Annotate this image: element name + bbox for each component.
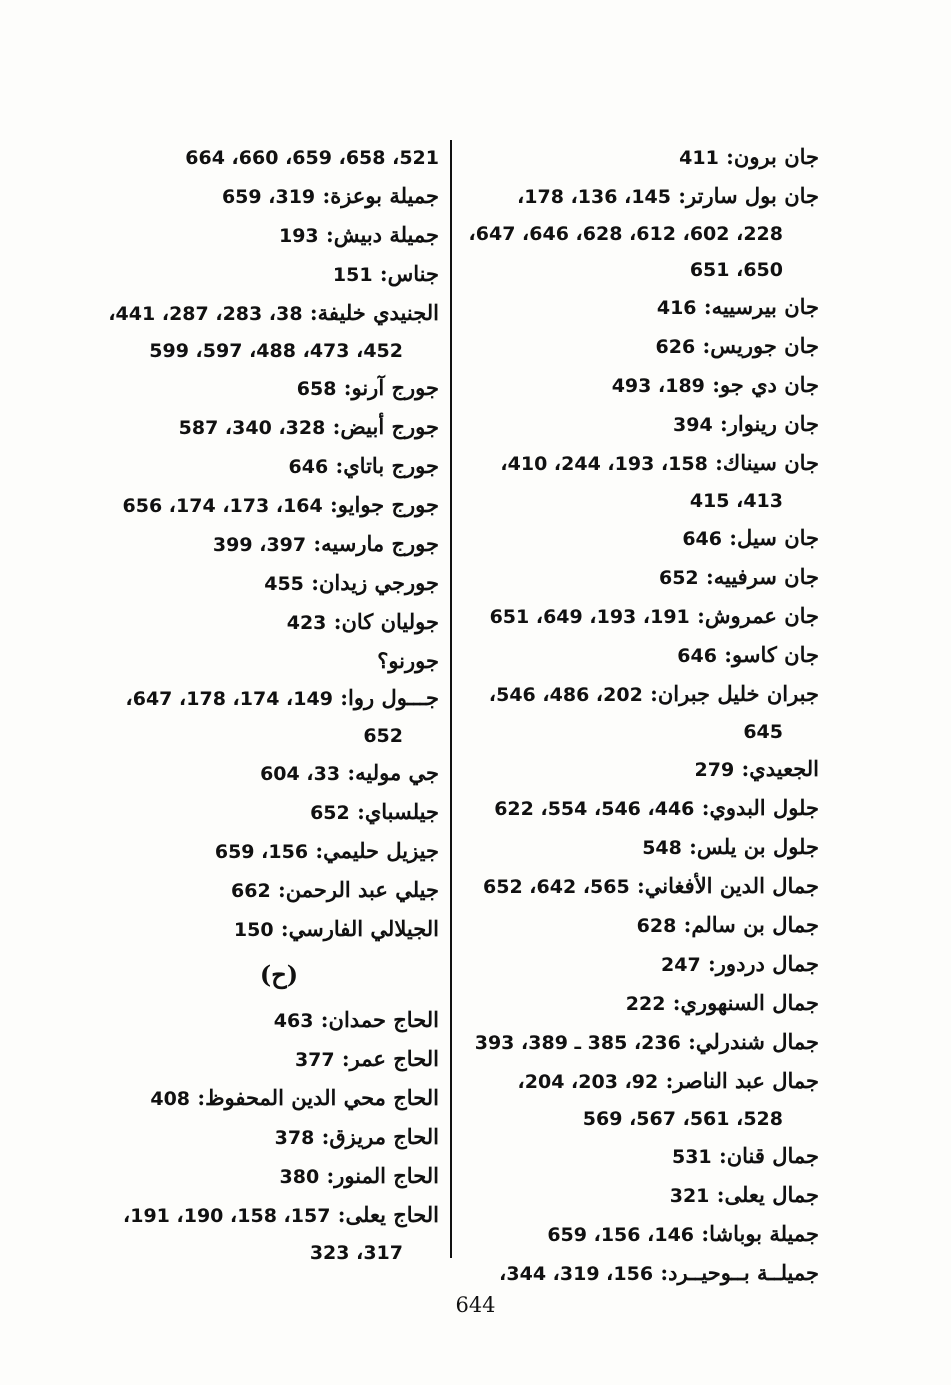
entry-name: جان سيل:: [729, 525, 819, 550]
entry-page-refs: 531: [671, 1146, 712, 1168]
entry-name: جورج باتاي:: [335, 453, 439, 478]
entry-name: جان بول سارتر:: [678, 183, 819, 208]
index-entry: [459, 558, 819, 597]
entry-page-refs: 146، 156، 659: [547, 1224, 695, 1246]
entry-name: جمال بن سالم:: [683, 912, 819, 937]
entry-name: جان سرفييه:: [705, 564, 819, 589]
entry-page-refs: 397، 399: [212, 534, 307, 556]
entry-name: جميلة دبيش:: [325, 222, 439, 247]
entry-page-refs: 652: [658, 567, 699, 589]
entry-page-refs: 378: [274, 1127, 315, 1149]
entry-page-refs-continued: 317، 323: [309, 1242, 403, 1264]
entry-name: جورجي زيدان:: [311, 570, 439, 595]
index-column-left: [0, 138, 439, 1271]
entry-name: جمال دردور:: [708, 951, 819, 976]
entry-name: الحاج المنور:: [326, 1163, 439, 1188]
index-entry: [459, 789, 819, 828]
entry-page-refs: 380: [279, 1166, 320, 1188]
entry-page-refs-continued: 652: [363, 725, 403, 747]
index-entry: [459, 1137, 819, 1176]
index-entry: [0, 1157, 439, 1196]
index-entry: [0, 793, 439, 832]
index-entry: [459, 327, 819, 366]
entry-page-refs: 157، 158، 190، 191،: [123, 1205, 331, 1227]
entry-name: جان رينوار:: [719, 411, 819, 436]
index-entry: [459, 984, 819, 1023]
index-entry: [459, 366, 819, 405]
index-entry: [459, 1176, 819, 1215]
index-entry: [459, 1215, 819, 1254]
entry-name: جان كاسو:: [724, 642, 819, 667]
index-entry: [459, 945, 819, 984]
index-entry: [0, 642, 439, 679]
index-entry: [459, 288, 819, 327]
entry-page-refs: 416: [656, 297, 697, 319]
entry-name: جيزيل حليمي:: [315, 838, 439, 863]
entry-page-refs: 164، 173، 174، 656: [122, 495, 323, 517]
entry-name: جان برون:: [726, 144, 819, 169]
index-entry: [0, 408, 439, 447]
entry-page-refs: 319، 659: [221, 186, 316, 208]
index-entry: [0, 255, 439, 294]
entry-name: جميلة بوعزة:: [322, 183, 439, 208]
entry-page-refs: 92، 203، 204،: [517, 1071, 659, 1093]
entry-page-refs: 145، 136، 178،: [517, 186, 671, 208]
entry-page-refs: 662: [231, 880, 271, 902]
index-entry: [0, 369, 439, 408]
index-entry: [0, 1040, 439, 1079]
index-entry: [0, 486, 439, 525]
entry-page-refs: 377: [294, 1049, 335, 1071]
entry-name: جميلة بوباشا:: [701, 1221, 819, 1246]
entry-name: جمال يعلى:: [716, 1182, 819, 1207]
index-entry: [0, 564, 439, 603]
entry-name: الحاج حمدان:: [320, 1007, 439, 1032]
entry-name: جلول البدوي:: [701, 795, 819, 820]
entry-page-refs: 222: [625, 993, 666, 1015]
entry-name: جورنو؟: [377, 648, 439, 673]
index-entry: [459, 519, 819, 558]
index-entry: [0, 294, 439, 369]
left-column-top-entries: [0, 138, 439, 949]
entry-page-refs: 646: [288, 456, 329, 478]
page-number: 644: [455, 1293, 496, 1317]
entry-page-refs: 394: [673, 414, 713, 436]
entry-name: جوليان كان:: [333, 609, 439, 634]
entry-name: جي موليه:: [347, 760, 439, 785]
entry-name: جيلي عبد الرحمن:: [278, 877, 439, 902]
entry-page-refs: 411: [679, 147, 719, 169]
entry-name: الجيلالي الفارسي:: [280, 916, 439, 941]
entry-page-refs: 151: [332, 264, 373, 286]
entry-name: الجعيدي:: [741, 756, 819, 781]
index-entry: [0, 1001, 439, 1040]
entry-page-refs: 446، 546، 554، 622: [494, 798, 695, 820]
index-entry: [459, 867, 819, 906]
entry-page-refs: 247: [661, 954, 701, 976]
entry-page-refs: 455: [264, 573, 304, 595]
index-entry: [0, 447, 439, 486]
entry-name: جمال شندرلي:: [688, 1029, 819, 1054]
index-entry: [0, 138, 439, 177]
entry-page-refs: 423: [286, 612, 327, 634]
entry-name: جان دي جو:: [712, 372, 819, 397]
index-entry: [459, 1254, 819, 1293]
entry-name: الحاج عمر:: [341, 1046, 439, 1071]
entry-page-refs: 521، 658، 659، 660، 664: [185, 147, 439, 169]
entry-page-refs: 652: [310, 802, 350, 824]
entry-page-refs: 191، 193، 649، 651: [489, 606, 690, 628]
entry-name: الحاج مريزق:: [321, 1124, 439, 1149]
entry-name: جناس:: [379, 261, 439, 286]
entry-name: جميلــة بــوحيــرد:: [660, 1260, 819, 1285]
index-entry: [459, 636, 819, 675]
entry-page-refs: 658: [296, 378, 337, 400]
index-entry: [0, 832, 439, 871]
index-entry: [0, 679, 439, 754]
entry-name: الحاج محي الدين المحفوظ:: [197, 1085, 439, 1110]
entry-name: جان بيرسييه:: [703, 294, 819, 319]
entry-name: جمال السنهوري:: [672, 990, 819, 1015]
column-divider: [450, 140, 452, 1258]
entry-page-refs: 321: [669, 1185, 710, 1207]
entry-name: جمال الدين الأفغاني:: [637, 873, 819, 898]
index-entry: [0, 216, 439, 255]
index-entry: [0, 1196, 439, 1271]
index-entry: [0, 525, 439, 564]
entry-page-refs: 646: [677, 645, 717, 667]
entry-page-refs: 328، 340، 587: [178, 417, 326, 439]
entry-page-refs: 628: [636, 915, 677, 937]
entry-page-refs: 646: [682, 528, 722, 550]
entry-page-refs: 408: [150, 1088, 191, 1110]
entry-name: جان سيناك:: [715, 450, 819, 475]
entry-name: جمال عبد الناصر:: [665, 1068, 819, 1093]
entry-page-refs: 193: [278, 225, 319, 247]
index-entry: [0, 871, 439, 910]
entry-page-refs-continued: 645: [743, 721, 783, 743]
entry-page-refs: 202، 486، 546،: [488, 684, 643, 706]
entry-page-refs: 158، 193، 244، 410،: [500, 453, 708, 475]
entry-page-refs: 150: [233, 919, 274, 941]
entry-page-refs: 156، 319، 344،: [499, 1263, 654, 1285]
entry-page-refs-continued: 228، 602، 612، 628، 646، 647،: [468, 223, 783, 245]
entry-name: جورج مارسيه:: [313, 531, 439, 556]
index-entry: [459, 597, 819, 636]
entry-page-refs-continued: 528، 561، 567، 569: [582, 1108, 783, 1130]
entry-page-refs-continued: 650، 651: [689, 259, 783, 281]
entry-page-refs: 236، 385 ـ 389، 393: [474, 1032, 681, 1054]
entry-page-refs: 156، 659: [214, 841, 309, 863]
entry-page-refs: 463: [273, 1010, 314, 1032]
entry-name: جان جوريس:: [702, 333, 819, 358]
index-entry: [0, 754, 439, 793]
index-entry: [459, 1062, 819, 1137]
entry-page-refs: 189، 493: [611, 375, 705, 397]
entry-page-refs: 149، 174، 178، 647،: [125, 688, 333, 710]
entry-page-refs: 548: [642, 837, 682, 859]
entry-name: جبران خليل جبران:: [650, 681, 819, 706]
entry-name: جلول بن يلس:: [689, 834, 819, 859]
entry-page-refs-continued: 452، 473، 488، 597، 599: [149, 340, 403, 362]
entry-name: الجنيدي خليفة:: [309, 300, 439, 325]
index-entry: [459, 444, 819, 519]
left-column-bottom-entries: [0, 1001, 439, 1271]
section-letter-heading: (ح): [259, 960, 299, 989]
entry-name: جان عمروش:: [697, 603, 819, 628]
entry-page-refs: 626: [655, 336, 696, 358]
entry-page-refs: 279: [694, 759, 735, 781]
index-entry: [0, 603, 439, 642]
index-entry: [0, 1079, 439, 1118]
index-entry: [459, 1023, 819, 1062]
index-entry: [459, 675, 819, 750]
entry-page-refs: 38، 283، 287، 441،: [108, 303, 303, 325]
index-entry: [459, 906, 819, 945]
entry-name: جورج جوايو:: [330, 492, 439, 517]
entry-page-refs: 565، 642، 652: [483, 876, 630, 898]
entry-name: جـــول روا:: [340, 685, 439, 710]
entry-name: جيلسباي:: [357, 799, 439, 824]
entry-name: جورج آرنو:: [343, 375, 439, 400]
index-entry: [459, 828, 819, 867]
index-entry: [0, 177, 439, 216]
index-entry: [0, 910, 439, 949]
index-entry: [459, 177, 819, 288]
index-entry: [0, 1118, 439, 1157]
entry-page-refs-continued: 413، 415: [689, 490, 783, 512]
index-entry: [459, 405, 819, 444]
entry-name: الحاج يعلى:: [337, 1202, 439, 1227]
entry-page-refs: 33، 604: [260, 763, 341, 785]
entry-name: جمال قنان:: [718, 1143, 819, 1168]
index-column-right: [459, 138, 819, 1293]
index-entry: [459, 750, 819, 789]
index-entry: [459, 138, 819, 177]
entry-name: جورج أبيض:: [332, 414, 439, 439]
